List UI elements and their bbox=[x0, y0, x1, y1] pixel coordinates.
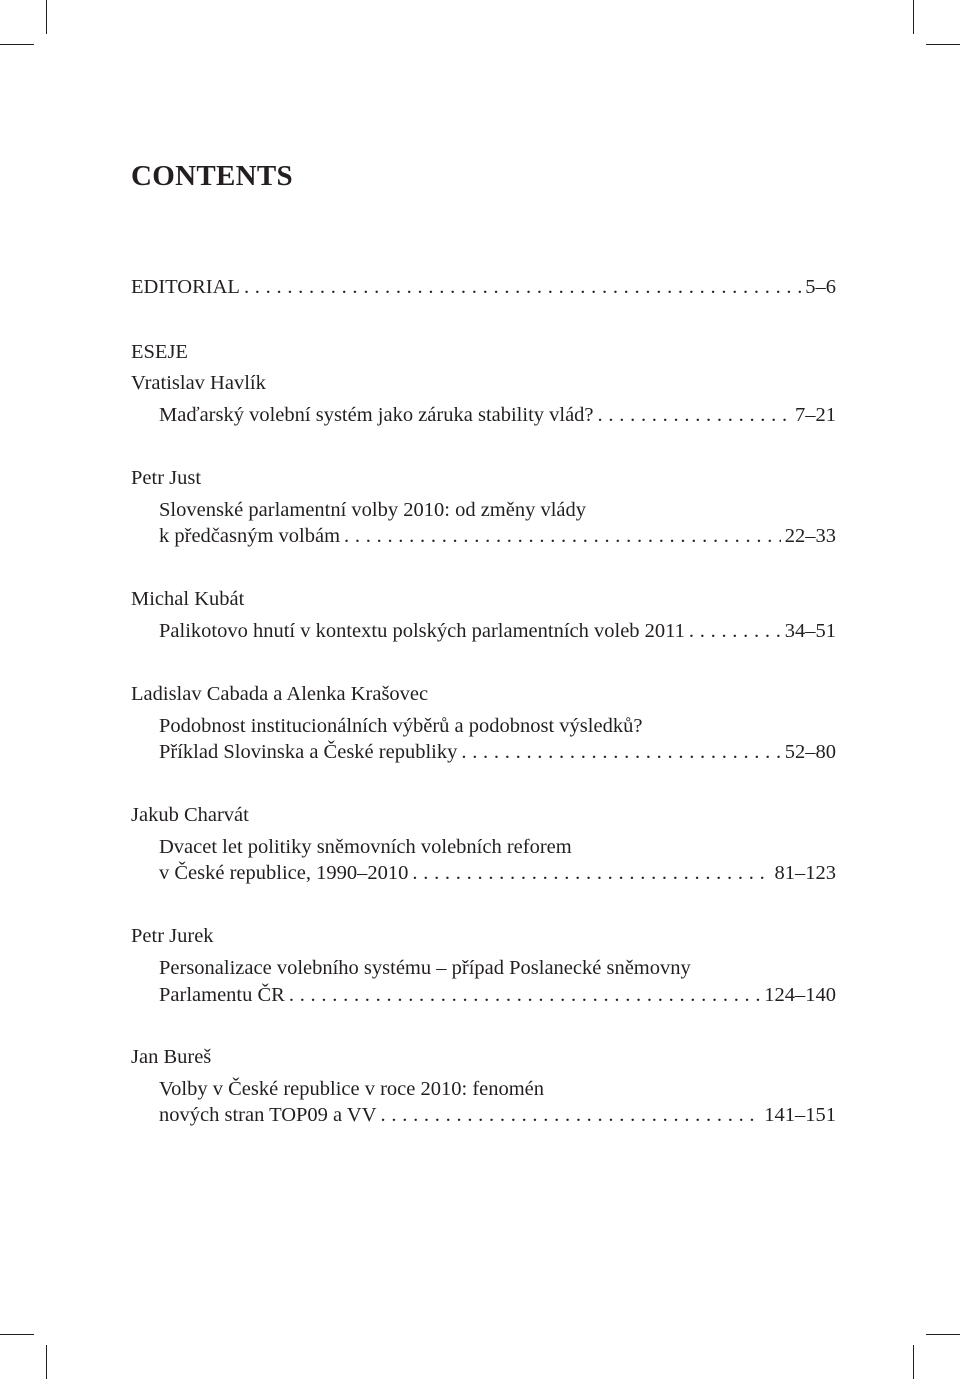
toc-entry[interactable] bbox=[159, 981, 836, 1009]
toc-entry-editorial[interactable] bbox=[131, 273, 836, 301]
dot-leader bbox=[289, 981, 760, 1009]
toc-title: Parlamentu ČR bbox=[159, 984, 285, 1006]
crop-mark-top-right-h bbox=[926, 44, 960, 45]
toc-title: Palikotovo hnutí v kontextu polských parlamentních voleb 2011 bbox=[159, 620, 685, 642]
dot-leader bbox=[461, 738, 780, 766]
toc-author: Jan Bureš bbox=[131, 1046, 212, 1068]
toc-page-range: 22–33 bbox=[784, 525, 836, 547]
toc-title-line: Podobnost institucionálních výběrů a podobnost výsledků? bbox=[159, 715, 643, 737]
toc-author: Petr Just bbox=[131, 467, 202, 489]
toc-title: Příklad Slovinska a České republiky bbox=[159, 741, 458, 763]
dot-leader bbox=[412, 859, 770, 887]
toc-title-line: Personalizace volebního systému – případ Poslanecké sněmovny bbox=[159, 957, 691, 979]
dot-leader bbox=[344, 522, 781, 550]
toc-title-line: Dvacet let politiky sněmovních volebních reforem bbox=[159, 836, 572, 858]
toc-page-range: 34–51 bbox=[784, 620, 836, 642]
toc-page-range: 52–80 bbox=[784, 741, 836, 763]
toc-title: v České republice, 1990–2010 bbox=[159, 862, 409, 884]
section-heading: ESEJE bbox=[131, 341, 188, 363]
toc-page-range: 141–151 bbox=[764, 1104, 836, 1126]
dot-leader bbox=[689, 617, 781, 645]
toc-page-range: 5–6 bbox=[805, 276, 836, 298]
dot-leader bbox=[598, 401, 791, 429]
toc-page-range: 7–21 bbox=[795, 404, 836, 426]
toc-author: Michal Kubát bbox=[131, 588, 245, 610]
toc-title: nových stran TOP09 a VV bbox=[159, 1104, 377, 1126]
crop-mark-bottom-left-h bbox=[0, 1334, 34, 1335]
toc-author: Petr Jurek bbox=[131, 925, 214, 947]
toc-title-line: Slovenské parlamentní volby 2010: od změny vlády bbox=[159, 499, 587, 521]
toc-author: Vratislav Havlík bbox=[131, 372, 266, 394]
toc-entry[interactable] bbox=[159, 859, 836, 887]
toc-entry[interactable] bbox=[159, 738, 836, 766]
toc-author: Ladislav Cabada a Alenka Krašovec bbox=[131, 683, 429, 705]
toc-title: Maďarský volební systém jako záruka stability vlád? bbox=[159, 404, 594, 426]
toc-title-line: Volby v České republice v roce 2010: fenomén bbox=[159, 1078, 545, 1100]
toc-entry[interactable] bbox=[159, 1101, 836, 1129]
toc-page-range: 81–123 bbox=[774, 862, 836, 884]
toc-entry[interactable] bbox=[159, 522, 836, 550]
toc-title: k předčasným volbám bbox=[159, 525, 341, 547]
toc-page-range: 124–140 bbox=[764, 984, 836, 1006]
toc-entry-label: EDITORIAL bbox=[131, 276, 240, 298]
toc-entry[interactable] bbox=[159, 617, 836, 645]
dot-leader bbox=[381, 1101, 761, 1129]
dot-leader bbox=[244, 273, 801, 301]
crop-mark-top-right-v bbox=[913, 0, 914, 34]
toc-author: Jakub Charvát bbox=[131, 804, 249, 826]
crop-mark-bottom-right-h bbox=[926, 1334, 960, 1335]
crop-mark-bottom-left-v bbox=[46, 1345, 47, 1379]
toc-entry[interactable] bbox=[159, 401, 836, 429]
crop-mark-bottom-right-v bbox=[913, 1345, 914, 1379]
page-title: CONTENTS bbox=[131, 160, 293, 192]
crop-mark-top-left-h bbox=[0, 44, 34, 45]
crop-mark-top-left-v bbox=[46, 0, 47, 34]
